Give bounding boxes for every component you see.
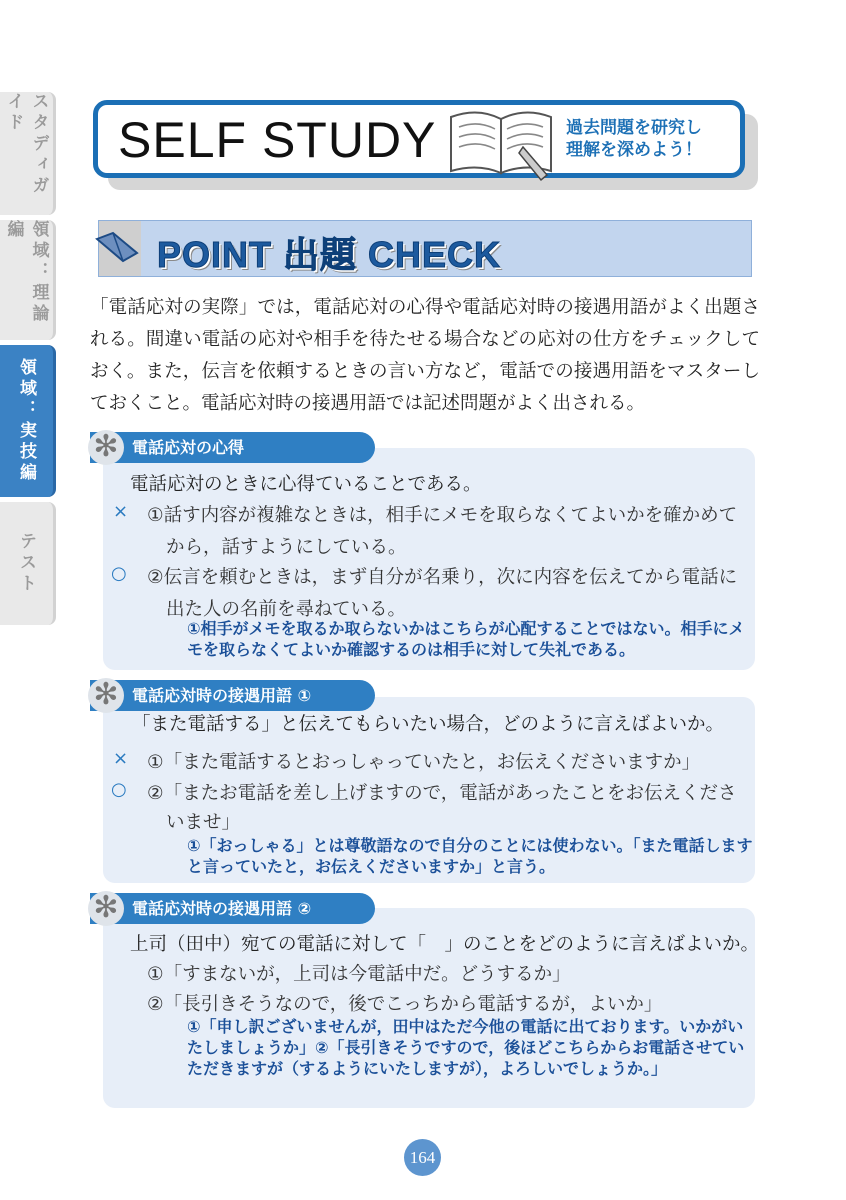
side-tab-label: テスト xyxy=(16,532,36,595)
point-check-banner xyxy=(98,220,752,277)
choice-text: ①「すまないが，上司は今電話中だ。どうするか」 xyxy=(147,964,571,985)
question-text: 「また電話する」と伝えてもらいたい場合，どのように言えばよいか。 xyxy=(132,714,725,735)
subtitle-line: 過去問題を研究し xyxy=(566,118,702,138)
question-text: 上司（田中）宛ての電話に対して「 」のことをどのように言えばよいか。 xyxy=(130,934,760,955)
choice-text: 出た人の名前を尋ねている。 xyxy=(166,599,407,620)
pen-nib-icon xyxy=(93,231,143,265)
correct-mark: ○ xyxy=(111,563,127,584)
answer-explanation: ①「申し訳ございませんが，田中はただ今他の電話に出ております。いかがいたしましょうか」②「長引きそうですので，後ほどこちらからお電話させていただきますが（するようにいたしますが），よろしいでしょうか。」 xyxy=(187,1017,745,1078)
header-title: SELF STUDY xyxy=(118,112,437,168)
choice-text: ①「また電話するとおっしゃっていたと，お伝えくださいますか」 xyxy=(147,752,701,773)
side-tab-practice[interactable] xyxy=(0,345,56,497)
self-study-header xyxy=(93,100,745,178)
section-heading xyxy=(90,890,375,925)
choice-text: いませ」 xyxy=(166,812,241,833)
wrong-mark: × xyxy=(113,501,129,522)
side-tab-label: 領域：理論編 xyxy=(3,220,49,325)
flower-icon: ✻ xyxy=(88,678,124,713)
flower-icon: ✻ xyxy=(88,891,124,926)
section-title: 電話応対時の接遇用語 ② xyxy=(132,899,312,918)
answer-explanation: ①「おっしゃる」とは尊敬語なので自分のことには使わない。「また電話しますと言っていたと，お伝えくださいますか」と言う。 xyxy=(187,836,753,876)
choice-text: ①話す内容が複雑なときは，相手にメモを取らなくてよいかを確かめて xyxy=(147,505,738,526)
choice-text: ②「長引きそうなので，後でこっちから電話するが，よいか」 xyxy=(147,994,663,1015)
choice-text: ②「またお電話を差し上げますので，電話があったことをお伝えくださ xyxy=(147,783,737,804)
choice-text: ②伝言を頼むときは，まず自分が名乗り，次に内容を伝えてから電話に xyxy=(147,567,738,588)
flower-icon: ✻ xyxy=(88,430,124,465)
side-tab-study-guide[interactable] xyxy=(0,92,56,215)
page-number: 164 xyxy=(404,1139,441,1176)
question-text: 電話応対のときに心得ていることである。 xyxy=(130,474,482,495)
answer-explanation: ①相手がメモを取るか取らないかはこちらが心配することではない。相手にメモを取らなくてよいか確認するのは相手に対して失礼である。 xyxy=(187,619,745,659)
side-tab-test[interactable] xyxy=(0,502,56,625)
section-heading xyxy=(90,429,375,464)
wrong-mark: × xyxy=(113,748,129,769)
intro-paragraph: 「電話応対の実際」では，電話応対の心得や電話応対時の接遇用語がよく出題される。間違い電話の応対や相手を待たせる場合などの応対の仕方をチェックしておく。また，伝言を依頼するときの言い方など，電話での接遇用語をマスターしておくこと。電話応対時の接遇用語では記述問題がよく出される。 xyxy=(90,297,760,414)
point-check-title: POINT 出題 CHECK xyxy=(157,234,502,275)
side-tab-theory[interactable] xyxy=(0,220,56,340)
choice-text: から，話すようにしている。 xyxy=(166,537,407,558)
open-book-icon xyxy=(443,105,563,183)
side-tab-label: 領域：実技編 xyxy=(16,358,36,484)
section-heading xyxy=(90,677,375,712)
side-tab-label: スタディガイド xyxy=(3,92,49,197)
header-subtitle xyxy=(566,117,702,161)
correct-mark: ○ xyxy=(111,779,127,800)
subtitle-line: 理解を深めよう！ xyxy=(566,140,702,160)
section-title: 電話応対の心得 xyxy=(132,438,245,457)
section-title: 電話応対時の接遇用語 ① xyxy=(132,686,312,705)
